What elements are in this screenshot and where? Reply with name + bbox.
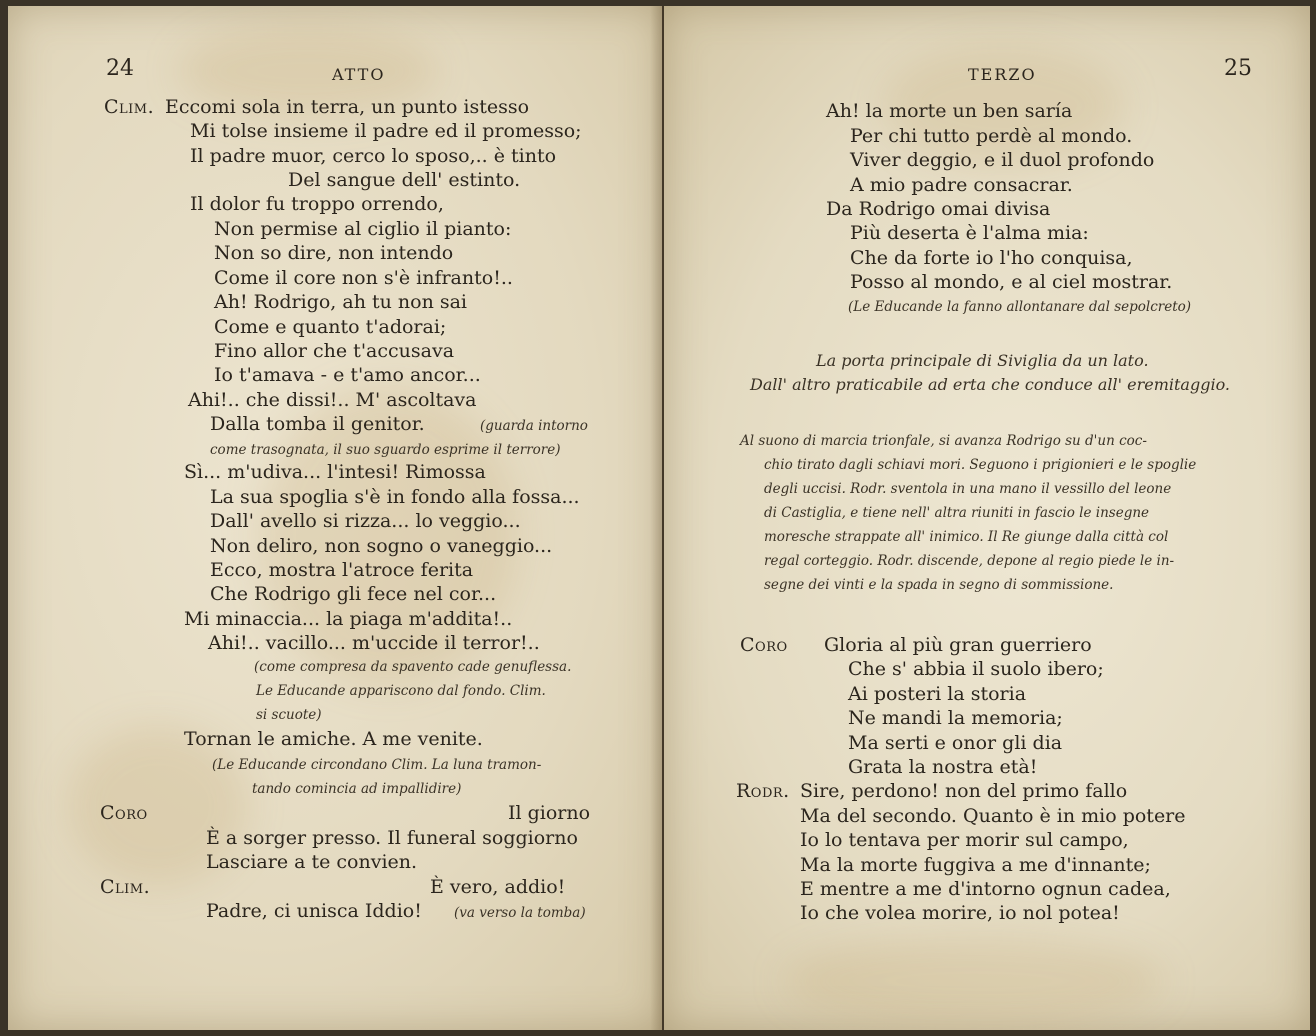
stage-direction: tando comincia ad impallidire)	[252, 781, 462, 797]
verse-line: Non permise al ciglio il pianto:	[214, 218, 512, 240]
speaker-label: Coro	[100, 802, 148, 824]
verse-line: Eccomi sola in terra, un punto istesso	[165, 96, 530, 118]
verse-line: Il giorno	[508, 802, 591, 824]
stage-direction: (Le Educande circondano Clim. La luna tramon-	[212, 757, 542, 773]
running-head: ATTO	[332, 65, 386, 84]
verse-line: Sire, perdono! non del primo fallo	[800, 780, 1128, 802]
verse-line: Mi minaccia... la piaga m'addita!..	[184, 608, 513, 630]
verse-line: Come e quanto t'adorai;	[214, 316, 447, 338]
verse-line: Ma serti e onor gli dia	[848, 732, 1063, 754]
verse-line: Io lo tentava per morir sul campo,	[800, 829, 1129, 851]
stage-direction: di Castiglia, e tiene nell' altra riuniti in fascio le insegne	[764, 505, 1150, 521]
scene-description: Dall' altro praticabile ad erta che conduce all' eremitaggio.	[750, 375, 1231, 394]
verse-line: Come il core non s'è infranto!..	[214, 267, 513, 289]
verse-line: Da Rodrigo omai divisa	[826, 198, 1051, 220]
verse-line: Il dolor fu troppo orrendo,	[190, 193, 444, 215]
verse-line: Dalla tomba il genitor.	[210, 413, 425, 435]
stage-direction: (guarda intorno	[480, 418, 588, 434]
verse-line: Non deliro, non sogno o vaneggio...	[210, 535, 553, 557]
verse-line: A mio padre consacrar.	[850, 174, 1073, 196]
left-page	[8, 6, 662, 1030]
stage-direction: Al suono di marcia trionfale, si avanza Rodrigo su d'un coc-	[740, 433, 1147, 449]
verse-line: Che da forte io l'ho conquisa,	[850, 247, 1133, 269]
verse-line: Grata la nostra età!	[848, 756, 1038, 778]
stage-direction: segne dei vinti e la spada in segno di sommissione.	[764, 577, 1114, 593]
stage-direction: si scuote)	[256, 707, 322, 723]
verse-line: E mentre a me d'intorno ognun cadea,	[800, 878, 1171, 900]
speaker-label: Clim.	[104, 96, 155, 118]
stage-direction: Le Educande appariscono dal fondo. Clim.	[256, 683, 546, 699]
page-number: 25	[1224, 56, 1252, 81]
verse-line: Ah! Rodrigo, ah tu non sai	[214, 291, 468, 313]
verse-line: Ahi!.. che dissi!.. M' ascoltava	[188, 389, 477, 411]
verse-line: Ai posteri la storia	[848, 683, 1027, 705]
stage-direction: come trasognata, il suo sguardo esprime il terrore)	[210, 442, 561, 458]
speaker-label: Clim.	[100, 876, 151, 898]
page-number: 24	[106, 56, 134, 81]
speaker-label: Coro	[740, 634, 788, 656]
stage-direction: regal corteggio. Rodr. discende, depone al regio piede le in-	[764, 553, 1175, 569]
verse-line: Io che volea morire, io nol potea!	[800, 902, 1120, 924]
verse-line: Viver deggio, e il duol profondo	[850, 149, 1155, 171]
verse-line: Gloria al più gran guerriero	[824, 634, 1092, 656]
verse-line: Sì... m'udiva... l'intesi! Rimossa	[184, 461, 486, 483]
stage-direction: (va verso la tomba)	[454, 905, 586, 921]
verse-line: Ahi!.. vacillo... m'uccide il terror!..	[208, 632, 540, 654]
speaker-label: Rodr.	[736, 780, 790, 802]
verse-line: Lasciare a te convien.	[206, 851, 418, 873]
verse-line: Ne mandi la memoria;	[848, 707, 1063, 729]
verse-line: Del sangue dell' estinto.	[288, 169, 521, 191]
verse-line: Mi tolse insieme il padre ed il promesso;	[190, 120, 582, 142]
stage-direction: degli uccisi. Rodr. sventola in una mano il vessillo del leone	[764, 481, 1172, 497]
verse-line: La sua spoglia s'è in fondo alla fossa...	[210, 486, 580, 508]
verse-line: Posso al mondo, e al ciel mostrar.	[850, 271, 1173, 293]
stage-direction: (Le Educande la fanno allontanare dal sepolcreto)	[848, 299, 1192, 315]
verse-line: Più deserta è l'alma mia:	[850, 222, 1089, 244]
verse-line: Il padre muor, cerco lo sposo,.. è tinto	[190, 145, 557, 167]
verse-line: Che s' abbia il suolo ibero;	[848, 658, 1104, 680]
verse-line: Ah! la morte un ben saría	[826, 100, 1073, 122]
verse-line: Ma la morte fuggiva a me d'innante;	[800, 854, 1151, 876]
running-head: TERZO	[968, 65, 1037, 84]
verse-line: Io t'amava - e t'amo ancor...	[214, 364, 481, 386]
stage-direction: (come compresa da spavento cade genuflessa.	[254, 659, 572, 675]
verse-line: È a sorger presso. Il funeral soggiorno	[206, 827, 578, 849]
verse-line: Per chi tutto perdè al mondo.	[850, 125, 1133, 147]
verse-line: Dall' avello si rizza... lo veggio...	[210, 510, 521, 532]
verse-line: Padre, ci unisca Iddio!	[206, 900, 422, 922]
verse-line: È vero, addio!	[430, 876, 566, 898]
stage-direction: moresche strappate all' inimico. Il Re giunge dalla città col	[764, 529, 1169, 545]
verse-line: Non so dire, non intendo	[214, 242, 454, 264]
verse-line: Che Rodrigo gli fece nel cor...	[210, 583, 497, 605]
stage-direction: chio tirato dagli schiavi mori. Seguono i prigionieri e le spoglie	[764, 457, 1197, 473]
verse-line: Fino allor che t'accusava	[214, 340, 455, 362]
verse-line: Tornan le amiche. A me venite.	[184, 728, 483, 750]
verse-line: Ma del secondo. Quanto è in mio potere	[800, 805, 1186, 827]
scene-description: La porta principale di Siviglia da un lato.	[816, 351, 1149, 370]
verse-line: Ecco, mostra l'atroce ferita	[210, 559, 474, 581]
right-page	[664, 6, 1310, 1030]
